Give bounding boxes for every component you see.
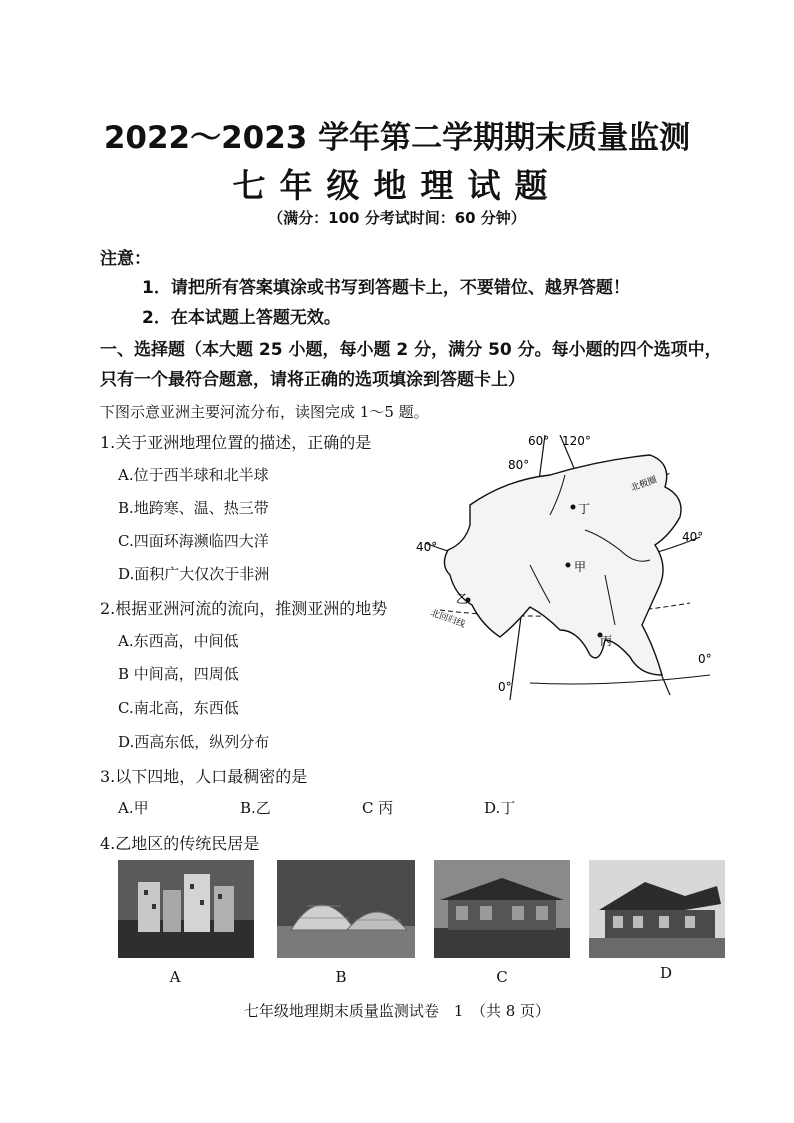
question-stem: 2.根据亚洲河流的流向，推测亚洲的地势 — [100, 599, 388, 618]
option: A.位于西半球和北半球 — [118, 466, 269, 484]
option-label: B — [335, 968, 347, 986]
photo-wooden-stilt-house — [589, 860, 725, 958]
section-heading-cont: 只有一个最符合题意，请将正确的选项填涂到答题卡上） — [100, 370, 525, 390]
lon-label: 120° — [562, 434, 591, 448]
exam-title: 2022～2023 学年第二学期期末质量监测 — [103, 120, 691, 156]
lat-label: 80° — [508, 458, 530, 472]
equator — [530, 675, 710, 684]
option-label: D — [659, 964, 673, 982]
notice-item: 1．请把所有答案填涂或书写到答题卡上，不要错位、越界答题！ — [142, 278, 630, 298]
option: B.地跨寒、温、热三带 — [118, 499, 269, 517]
asia-river-map — [410, 425, 720, 710]
option: C.南北高，东西低 — [118, 699, 239, 717]
exam-subject-title: 七年级地理试题 — [232, 166, 562, 205]
place-label: 丁 — [578, 502, 591, 516]
lat-label: 0° — [698, 652, 712, 666]
photo-bamboo-house — [434, 860, 570, 958]
question-stem: 1.关于亚洲地理位置的描述，正确的是 — [100, 433, 372, 452]
option-label: A — [169, 968, 181, 986]
lat-label: 40° — [416, 540, 438, 554]
place-label: 乙 — [456, 592, 469, 606]
option-label: C — [496, 968, 508, 986]
option: D.西高东低，纵列分布 — [118, 733, 270, 751]
notice-item: 2．在本试题上答题无效。 — [142, 308, 341, 328]
place-label: 甲 — [574, 560, 587, 574]
option: A.东西高，中间低 — [118, 632, 239, 650]
question-stem: 4.乙地区的传统民居是 — [100, 834, 260, 853]
tropic-label: 北回归线 — [428, 608, 467, 631]
page-footer: 七年级地理期末质量监测试卷 1 （共 8 页） — [243, 1002, 551, 1020]
option: A.甲 — [118, 799, 149, 817]
question-stem: 3.以下四地，人口最稠密的是 — [100, 767, 308, 786]
option: B.乙 — [240, 799, 271, 817]
exam-info: （满分：100 分考试时间：60 分钟） — [268, 209, 526, 227]
option: B 中间高，四周低 — [118, 665, 239, 683]
photo-igloo — [277, 860, 415, 958]
place-label: 丙 — [600, 634, 613, 648]
option: C.四面环海濒临四大洋 — [118, 532, 269, 550]
section-heading: 一、选择题（本大题 25 小题，每小题 2 分，满分 50 分。每小题的四个选项中， — [100, 340, 722, 360]
figure-intro: 下图示意亚洲主要河流分布，读图完成 1～5 题。 — [100, 403, 429, 421]
lat-label: 40° — [682, 530, 704, 544]
option: C 丙 — [362, 799, 394, 817]
photo-stone-towers — [118, 860, 254, 958]
notice-label: 注意： — [100, 249, 151, 269]
option: D.面积广大仅次于非洲 — [118, 565, 270, 583]
option: D.丁 — [484, 799, 516, 817]
lat-label: 0° — [498, 680, 512, 694]
lon-label: 60° — [528, 434, 550, 448]
arctic-label: 北极圈 — [629, 475, 659, 494]
